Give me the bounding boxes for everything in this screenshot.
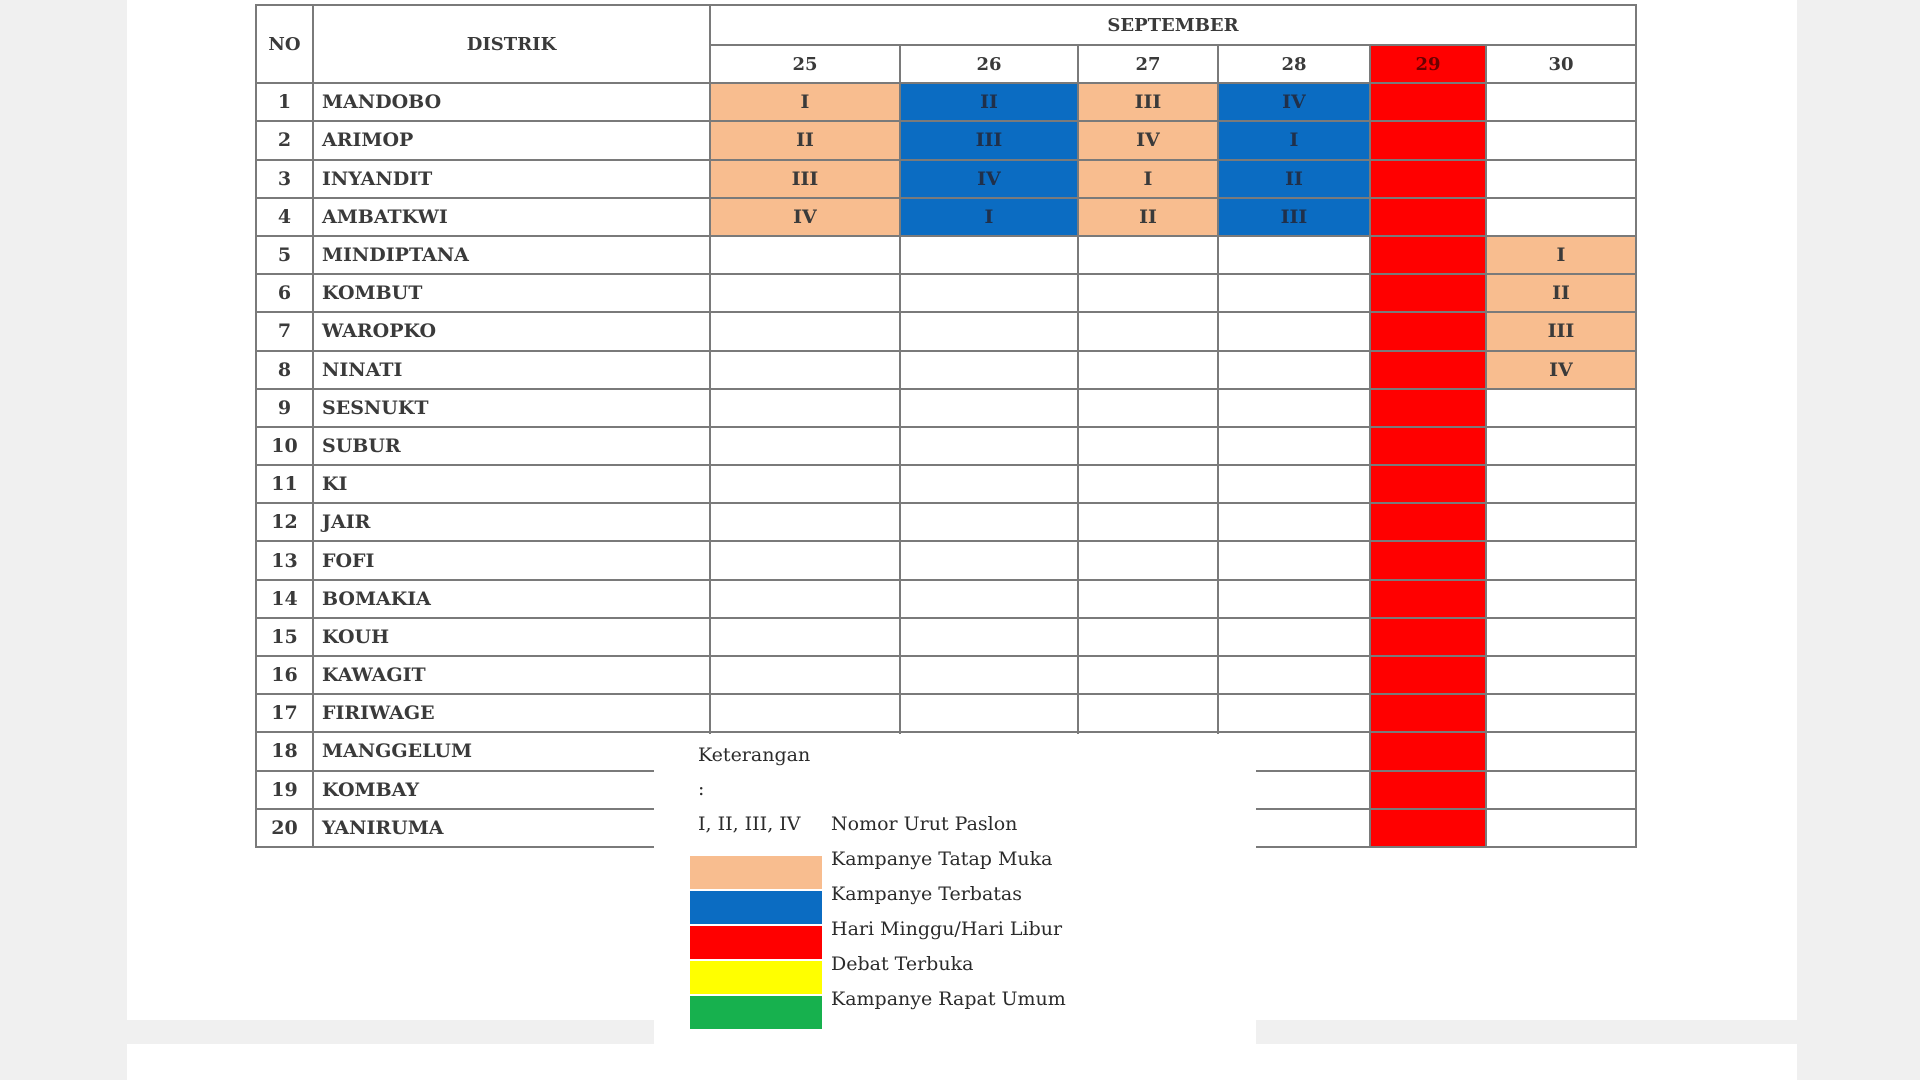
table-row [256,351,1636,389]
schedule-cell [1486,580,1636,618]
header-day: 30 [1486,45,1636,83]
legend-label-libur: Hari Minggu/Hari Libur [831,918,1063,940]
schedule-cell: II [1078,198,1218,236]
header-day: 28 [1218,45,1370,83]
table-row [256,198,1636,236]
schedule-cell [1370,656,1486,694]
schedule-cell [710,351,900,389]
schedule-cell [1486,389,1636,427]
schedule-cell: IV [710,198,900,236]
district-name: KOMBUT [313,274,710,312]
schedule-cell [900,236,1078,274]
district-name: WAROPKO [313,312,710,350]
legend-box [654,734,1256,1046]
schedule-cell [1218,656,1370,694]
schedule-cell [1078,312,1218,350]
schedule-cell [1486,121,1636,159]
schedule-cell: IV [1218,83,1370,121]
schedule-cell [1370,427,1486,465]
schedule-cell [1218,389,1370,427]
campaign-schedule-table [255,4,1637,848]
schedule-cell [1218,541,1370,579]
schedule-body [256,83,1636,847]
district-name: YANIRUMA [313,809,710,847]
schedule-cell: II [1486,274,1636,312]
schedule-cell [1078,656,1218,694]
legend-swatch-libur [690,926,822,959]
row-number: 11 [256,465,313,503]
row-number: 15 [256,618,313,656]
schedule-cell: III [1218,198,1370,236]
schedule-cell [1078,351,1218,389]
schedule-cell [710,541,900,579]
schedule-cell [1218,580,1370,618]
schedule-cell [1078,389,1218,427]
row-number: 13 [256,541,313,579]
schedule-cell [1486,732,1636,770]
schedule-cell [1078,503,1218,541]
schedule-cell [1370,312,1486,350]
district-name: NINATI [313,351,710,389]
table-row [256,656,1636,694]
schedule-cell [1078,236,1218,274]
schedule-cell [1486,427,1636,465]
header-day: 26 [900,45,1078,83]
table-row [256,503,1636,541]
legend-colon: : [698,778,705,800]
row-number: 4 [256,198,313,236]
legend-swatch-terbatas [690,891,822,924]
district-name: MANGGELUM [313,732,710,770]
schedule-cell [710,389,900,427]
schedule-cell: I [710,83,900,121]
schedule-cell: IV [900,160,1078,198]
district-name: KAWAGIT [313,656,710,694]
schedule-cell [1370,121,1486,159]
schedule-cell [1370,160,1486,198]
schedule-cell: II [900,83,1078,121]
schedule-cell [1218,618,1370,656]
schedule-cell [710,580,900,618]
legend-key-desc: Nomor Urut Paslon [831,813,1018,835]
schedule-cell [710,694,900,732]
schedule-cell [900,465,1078,503]
row-number: 6 [256,274,313,312]
legend-swatch-rapat-umum [690,996,822,1029]
schedule-cell [1486,541,1636,579]
table-row [256,541,1636,579]
schedule-cell [900,541,1078,579]
schedule-cell [710,503,900,541]
row-number: 9 [256,389,313,427]
row-number: 17 [256,694,313,732]
schedule-cell [1078,541,1218,579]
schedule-cell: III [710,160,900,198]
row-number: 20 [256,809,313,847]
legend-key-label: I, II, III, IV [698,813,801,835]
table-row [256,160,1636,198]
row-number: 7 [256,312,313,350]
schedule-cell [900,427,1078,465]
schedule-cell: II [1218,160,1370,198]
schedule-cell [1370,618,1486,656]
table-row [256,121,1636,159]
legend-label-tatap-muka: Kampanye Tatap Muka [831,848,1053,870]
district-name: MANDOBO [313,83,710,121]
schedule-cell [1078,465,1218,503]
table-row [256,427,1636,465]
schedule-cell [1218,503,1370,541]
schedule-cell [1218,312,1370,350]
legend-label-terbatas: Kampanye Terbatas [831,883,1023,905]
schedule-cell: II [710,121,900,159]
schedule-cell [1078,618,1218,656]
header-distrik: DISTRIK [313,5,710,83]
schedule-cell: I [1218,121,1370,159]
district-name: BOMAKIA [313,580,710,618]
schedule-cell [1370,580,1486,618]
district-name: KOMBAY [313,771,710,809]
schedule-cell [1370,465,1486,503]
schedule-cell [900,503,1078,541]
schedule-cell [710,618,900,656]
legend-swatch-tatap-muka [690,856,822,889]
schedule-cell [1370,732,1486,770]
table-row [256,312,1636,350]
schedule-cell [1370,236,1486,274]
row-number: 10 [256,427,313,465]
table-row [256,389,1636,427]
schedule-cell [1370,83,1486,121]
row-number: 8 [256,351,313,389]
schedule-cell [710,656,900,694]
schedule-cell: I [1078,160,1218,198]
schedule-cell [900,580,1078,618]
schedule-cell [1218,351,1370,389]
schedule-cell: III [900,121,1078,159]
table-row [256,618,1636,656]
schedule-cell [710,274,900,312]
schedule-cell [1486,656,1636,694]
schedule-cell: IV [1078,121,1218,159]
header-no: NO [256,5,313,83]
table-row [256,694,1636,732]
schedule-cell [1370,541,1486,579]
schedule-cell [710,427,900,465]
legend-label-debat: Debat Terbuka [831,953,974,975]
table-row [256,236,1636,274]
schedule-cell [1370,274,1486,312]
schedule-cell [900,694,1078,732]
schedule-cell [1370,771,1486,809]
district-name: AMBATKWI [313,198,710,236]
schedule-cell [900,389,1078,427]
next-page-edge [127,1044,1797,1080]
schedule-cell [1486,771,1636,809]
schedule-cell [1218,274,1370,312]
schedule-cell [900,618,1078,656]
schedule-cell [1486,465,1636,503]
schedule-cell [1078,580,1218,618]
district-name: FIRIWAGE [313,694,710,732]
row-number: 16 [256,656,313,694]
row-number: 14 [256,580,313,618]
schedule-cell [1370,351,1486,389]
row-number: 2 [256,121,313,159]
schedule-cell [1218,465,1370,503]
legend-title: Keterangan [698,744,811,766]
row-number: 19 [256,771,313,809]
schedule-cell [1486,198,1636,236]
header-day-holiday: 29 [1370,45,1486,83]
schedule-cell [1370,389,1486,427]
schedule-cell [1486,160,1636,198]
schedule-cell [1218,236,1370,274]
schedule-cell [1486,694,1636,732]
schedule-cell [1486,618,1636,656]
schedule-cell [710,236,900,274]
schedule-cell [900,351,1078,389]
district-name: KOUH [313,618,710,656]
district-name: ARIMOP [313,121,710,159]
row-number: 5 [256,236,313,274]
row-number: 18 [256,732,313,770]
schedule-cell [900,656,1078,694]
schedule-cell [1370,503,1486,541]
district-name: KI [313,465,710,503]
district-name: SESNUKT [313,389,710,427]
header-month: SEPTEMBER [710,5,1636,45]
row-number: 12 [256,503,313,541]
schedule-cell: IV [1486,351,1636,389]
table-row [256,465,1636,503]
header-day: 27 [1078,45,1218,83]
schedule-cell [900,312,1078,350]
schedule-cell [1486,503,1636,541]
district-name: FOFI [313,541,710,579]
district-name: INYANDIT [313,160,710,198]
schedule-cell [1218,427,1370,465]
legend-label-rapat-umum: Kampanye Rapat Umum [831,988,1066,1010]
district-name: MINDIPTANA [313,236,710,274]
table-row [256,580,1636,618]
schedule-cell [1370,809,1486,847]
schedule-cell [1486,809,1636,847]
schedule-cell [1078,274,1218,312]
schedule-cell [1486,83,1636,121]
schedule-cell [900,274,1078,312]
header-row-month [256,5,1636,45]
schedule-cell [1370,694,1486,732]
district-name: JAIR [313,503,710,541]
table-row [256,274,1636,312]
legend-swatch-debat [690,961,822,994]
row-number: 1 [256,83,313,121]
district-name: SUBUR [313,427,710,465]
schedule-cell: I [900,198,1078,236]
schedule-cell [710,312,900,350]
header-day: 25 [710,45,900,83]
schedule-cell: III [1078,83,1218,121]
schedule-cell [1218,694,1370,732]
row-number: 3 [256,160,313,198]
table-row [256,83,1636,121]
schedule-cell [1078,694,1218,732]
schedule-cell [710,465,900,503]
schedule-cell: I [1486,236,1636,274]
schedule-cell [1370,198,1486,236]
schedule-cell: III [1486,312,1636,350]
schedule-cell [1078,427,1218,465]
